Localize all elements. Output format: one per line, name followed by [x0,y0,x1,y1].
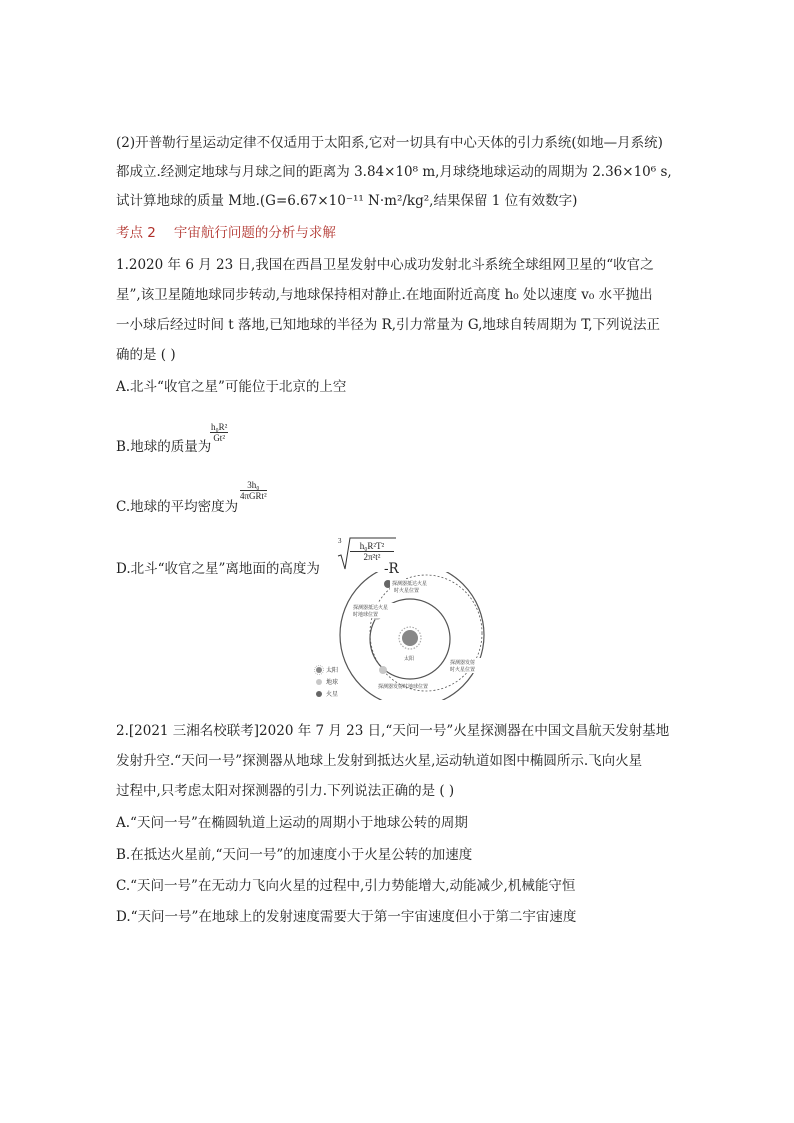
legend-earth-label: 地球 [326,679,339,686]
q1-option-d: D.北斗“收官之星”离地面的高度为 [116,561,320,577]
q1-option-b-fraction [210,422,228,443]
q1-option-c-fraction [240,480,267,501]
radical-index: 3 [338,537,342,545]
orbit-diagram [308,572,504,700]
q1-line-3: 一小球后经过时间 t 落地,已知地球的半径为 R,引力常量为 G,地球自转周期为 T,下列说法正 [116,317,661,333]
part2-line-2: 都成立.经测定地球与月球之间的距离为 3.84×10⁸ m,月球绕地球运动的周期为 2.36×10⁶ s, [116,164,672,180]
q1-option-b: B.地球的质量为 [116,439,212,455]
q1-option-d-tail: -R [384,561,399,577]
label-top-2: 时火星位置 [394,588,420,594]
section-heading [116,224,336,242]
part2-line-3: 试计算地球的质量 M地.(G=6.67×10⁻¹¹ N·m²/kg²,结果保留 1 位有效数字) [116,193,578,209]
legend [315,666,339,699]
label-top: 探测器抵达火星 [392,581,428,587]
label-bottom: 探测器发射时地球位置 [378,684,429,690]
label-right: 探测器发射 [450,660,476,666]
radical-fraction [350,541,394,562]
legend-mars-icon [316,691,322,697]
q2-line-3: 过程中,只考虑太阳对探测器的引力.下列说法正确的是 ( ) [116,783,455,799]
legend-earth-icon [316,679,322,685]
fraction-numerator: h₀R²T² [350,541,394,552]
fraction-numerator: h₀R² [211,422,228,432]
legend-sun-icon [316,667,322,673]
q2-option-b: B.在抵达火星前,“天问一号”的加速度小于火星公转的加速度 [116,847,473,863]
q2-option-a: A.“天问一号”在椭圆轨道上运动的周期小于地球公转的周期 [116,815,468,831]
q2-line-1: 2.[2021 三湘名校联考]2020 年 7 月 23 日,“天问一号”火星探测器在中国文昌航天发射基地 [116,723,670,739]
fraction-denominator: 4πGRt² [240,491,267,501]
label-right-2: 时火星位置 [450,667,476,673]
q1-line-4: 确的是 ( ) [116,347,176,363]
q2-option-c: C.“天问一号”在无动力飞向火星的过程中,引力势能增大,动能减少,机械能守恒 [116,878,576,894]
section-label: 考点 2 [116,225,156,241]
fraction-numerator: 3h₀ [240,480,267,491]
fraction-denominator: Gt² [213,433,226,443]
label-left-2: 时地球位置 [353,612,379,618]
q1-option-c: C.地球的平均密度为 [116,499,239,515]
q2-option-d: D.“天问一号”在地球上的发射速度需要大于第一宇宙速度但小于第二宇宙速度 [116,909,577,925]
legend-sun-label: 太阳 [326,667,339,674]
q1-line-1: 1.2020 年 6 月 23 日,我国在西昌卫星发射中心成功发射北斗系统全球组网卫星的“收官之 [116,257,654,273]
label-left: 探测器抵达火星 [353,605,389,611]
q1-option-a: A.北斗“收官之星”可能位于北京的上空 [116,379,347,395]
q2-line-2: 发射升空.“天问一号”探测器从地球上发射到抵达火星,运动轨道如图中椭圆所示.飞向火星 [116,753,643,769]
legend-mars-label: 火星 [326,691,339,698]
sun-icon [399,627,421,649]
section-title: 宇宙航行问题的分析与求解 [173,225,336,241]
part2-line-1: (2)开普勒行星运动定律不仅适用于太阳系,它对一切具有中心天体的引力系统(如地—月系统) [116,135,663,151]
earth-launch-marker [379,666,387,674]
sun-label: 太阳 [404,656,415,662]
fraction-denominator: 2π²t² [363,552,381,562]
q1-line-2: 星”,该卫星随地球同步转动,与地球保持相对静止.在地面附近高度 h₀ 处以速度 v₀ 水平抛出 [116,287,653,303]
